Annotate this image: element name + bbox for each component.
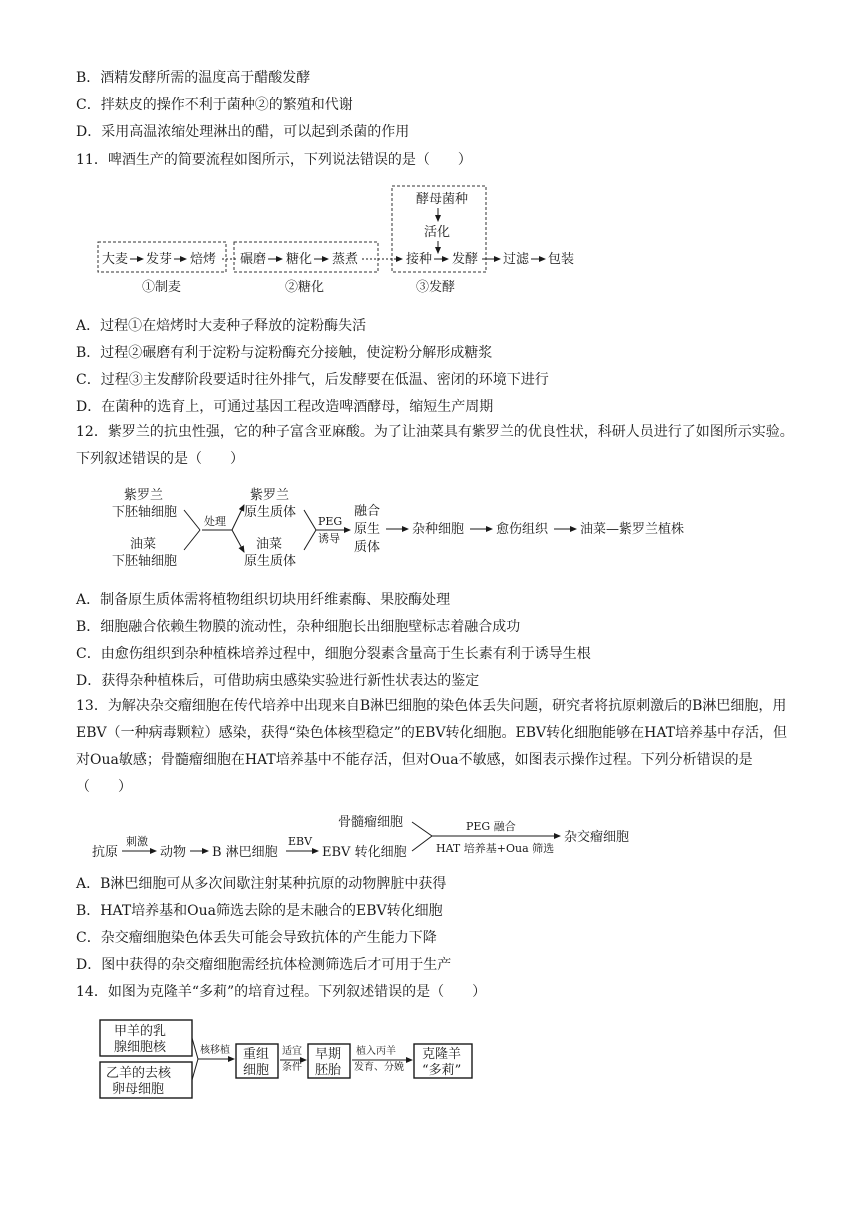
q10-option-b: B．酒精发酵所需的温度高于醋酸发酵 bbox=[76, 70, 311, 86]
embryo-label-2: 胚胎 bbox=[315, 1063, 342, 1078]
stimulate-label: 刺激 bbox=[126, 835, 148, 848]
dolly-label-2: “多莉” bbox=[422, 1063, 462, 1078]
bake-label: 焙烤 bbox=[190, 252, 217, 267]
q10-option-d: D．采用高温浓缩处理淋出的醋，可以起到杀菌的作用 bbox=[76, 124, 410, 140]
q12-fusion-diagram bbox=[112, 487, 684, 569]
myeloma-label: 骨髓瘤细胞 bbox=[338, 815, 404, 830]
pack-label: 包装 bbox=[548, 252, 575, 267]
animal-label: 动物 bbox=[160, 845, 187, 860]
q12-option-d: D．获得杂种植株后，可借助病虫感染实验进行新性状表达的鉴定 bbox=[76, 673, 480, 689]
grind-label: 碾磨 bbox=[240, 252, 267, 267]
induce-label: 诱导 bbox=[318, 532, 340, 545]
cond-label-2: 条件 bbox=[282, 1062, 302, 1073]
fused-label-3: 质体 bbox=[354, 540, 381, 555]
q11-option-b: B．过程②碾磨有利于淀粉与淀粉酶充分接触，使淀粉分解形成糖浆 bbox=[76, 345, 493, 361]
q13-stem: 13．为解决杂交瘤细胞在传代培养中出现来自B淋巴细胞的染色体丢失问题，研究者将抗原刺激后的B淋巴细胞，用EBV（一种病毒颗粒）感染，获得“染色体核型稳定”的EBV转化细胞。EBV转化细胞能够在HAT培养基中存活，但对Oua敏感；骨髓瘤细胞在HAT培养基中不能存活，但对Oua不敏感，如图表示操作过程。下列分析错误的是（ ） bbox=[76, 698, 788, 795]
q12-option-b: B．细胞融合依赖生物膜的流动性，杂种细胞长出细胞壁标志着融合成功 bbox=[76, 619, 521, 635]
rape-pp-label-2: 原生质体 bbox=[244, 554, 297, 569]
recomb-label-2: 细胞 bbox=[243, 1063, 270, 1078]
barley-label: 大麦 bbox=[102, 252, 129, 267]
filter-label: 过滤 bbox=[503, 252, 530, 267]
violet-pp-label-1: 紫罗兰 bbox=[250, 488, 290, 503]
nucleus-label-2: 腺细胞核 bbox=[114, 1040, 167, 1055]
activate-label: 活化 bbox=[424, 225, 451, 240]
boil-label: 蒸煮 bbox=[332, 252, 359, 267]
inoculate-label: 接种 bbox=[406, 252, 433, 267]
peg-fuse-label: PEG 融合 bbox=[466, 820, 516, 833]
hybrid-plant-label: 油菜—紫罗兰植株 bbox=[580, 522, 685, 537]
violet-pp-label-2: 原生质体 bbox=[244, 505, 297, 520]
stage3-label: ③发酵 bbox=[416, 280, 456, 295]
q13-option-a: A．B淋巴细胞可从多次间歇注射某种抗原的动物脾脏中获得 bbox=[76, 876, 447, 892]
q14-cloning-diagram bbox=[100, 1020, 472, 1098]
q11-option-a: A．过程①在焙烤时大麦种子释放的淀粉酶失活 bbox=[76, 318, 367, 334]
q12-option-a: A．制备原生质体需将植物组织切块用纤维素酶、果胶酶处理 bbox=[76, 592, 451, 608]
q11-option-c: C．过程③主发酵阶段要适时往外排气，后发酵要在低温、密闭的环境下进行 bbox=[76, 372, 549, 388]
sprout-label: 发芽 bbox=[146, 252, 173, 267]
dolly-label-1: 克隆羊 bbox=[422, 1047, 462, 1062]
saccharify-label: 糖化 bbox=[286, 252, 313, 267]
stage2-label: ②糖化 bbox=[285, 280, 325, 295]
antigen-label: 抗原 bbox=[92, 845, 119, 860]
oocyte-label-1: 乙羊的去核 bbox=[106, 1066, 172, 1081]
violet-cell-label-2: 下胚轴细胞 bbox=[112, 505, 178, 520]
hat-label: HAT 培养基+Oua 筛选 bbox=[436, 842, 555, 855]
ferment-label: 发酵 bbox=[452, 252, 479, 267]
stage1-label: ①制麦 bbox=[142, 280, 182, 295]
treat-label: 处理 bbox=[204, 515, 226, 528]
violet-cell-label-1: 紫罗兰 bbox=[124, 488, 164, 503]
q13-hybridoma-diagram bbox=[92, 815, 629, 860]
q10-option-c: C．拌麸皮的操作不利于菌种②的繁殖和代谢 bbox=[76, 97, 353, 113]
cond-label-1: 适宜 bbox=[282, 1046, 302, 1057]
recomb-label-1: 重组 bbox=[243, 1047, 270, 1062]
callus-label: 愈伤组织 bbox=[496, 522, 549, 537]
fused-label-1: 融合 bbox=[354, 504, 381, 519]
hybrid-cell-label: 杂种细胞 bbox=[412, 522, 465, 537]
q11-stem: 11．啤酒生产的简要流程如图所示，下列说法错误的是（ ） bbox=[76, 152, 472, 168]
rape-cell-label-2: 下胚轴细胞 bbox=[112, 554, 178, 569]
rape-pp-label-1: 油菜 bbox=[256, 537, 283, 552]
hybridoma-label: 杂交瘤细胞 bbox=[564, 830, 630, 845]
q14-stem: 14．如图为克隆羊“多莉”的培育过程。下列叙述错误的是（ ） bbox=[76, 984, 487, 1000]
q12-option-c: C．由愈伤组织到杂种植株培养过程中，细胞分裂素含量高于生长素有利于诱导生根 bbox=[76, 646, 591, 662]
q11-option-d: D．在菌种的选育上，可通过基因工程改造啤酒酵母，缩短生产周期 bbox=[76, 399, 494, 415]
q13-option-d: D．图中获得的杂交瘤细胞需经抗体检测筛选后才可用于生产 bbox=[76, 957, 452, 973]
transfer-label: 核移植 bbox=[200, 1045, 230, 1056]
ebv-label: EBV bbox=[288, 835, 313, 848]
implant-label: 植入丙羊 bbox=[356, 1046, 396, 1057]
embryo-label-1: 早期 bbox=[315, 1047, 342, 1062]
oocyte-label-2: 卵母细胞 bbox=[112, 1082, 165, 1097]
yeast-label: 酵母菌种 bbox=[416, 192, 469, 207]
fused-label-2: 原生 bbox=[354, 522, 381, 537]
nucleus-label-1: 甲羊的乳 bbox=[114, 1024, 167, 1039]
peg-label: PEG bbox=[318, 515, 343, 528]
q13-option-c: C．杂交瘤细胞染色体丢失可能会导致抗体的产生能力下降 bbox=[76, 930, 437, 946]
q12-stem: 12．紫罗兰的抗虫性强，它的种子富含亚麻酸。为了让油菜具有紫罗兰的优良性状，科研人员进行了如图所示实验。下列叙述错误的是（ ） bbox=[76, 424, 794, 467]
develop-label: 发育、分娩 bbox=[354, 1062, 404, 1073]
rape-cell-label-1: 油菜 bbox=[130, 537, 157, 552]
q13-option-b: B．HAT培养基和Oua筛选去除的是未融合的EBV转化细胞 bbox=[76, 903, 443, 919]
ebv-cell-label: EBV 转化细胞 bbox=[322, 845, 407, 860]
b-cell-label: B 淋巴细胞 bbox=[212, 845, 278, 860]
